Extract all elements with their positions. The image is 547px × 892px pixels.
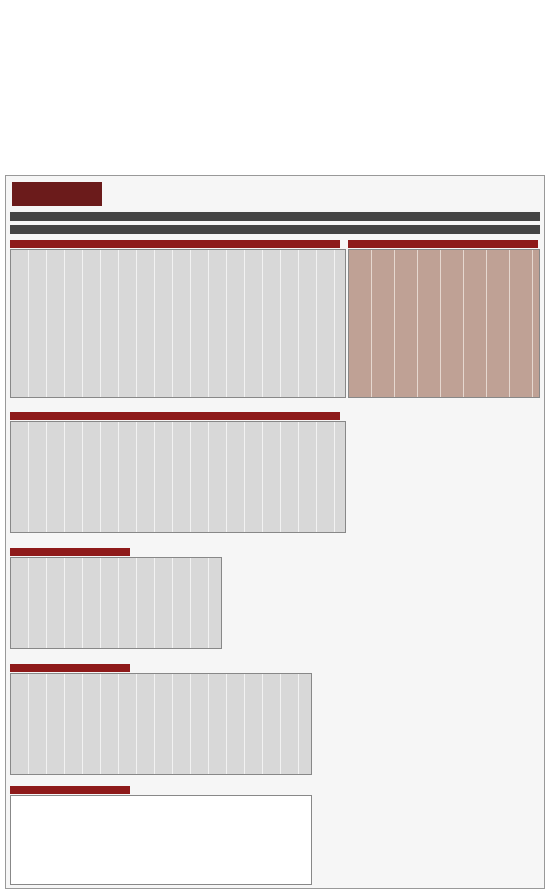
lab-logo [12,182,102,206]
patient-bar [10,212,540,221]
toxic-ratios-header [10,664,130,672]
additional-header [10,412,340,420]
toxic-chart [348,249,540,398]
receipt-row [370,96,374,110]
toxic-header [348,240,538,248]
nutritional-header [10,240,340,248]
hospital-code-row [10,76,21,90]
age-row [320,96,324,110]
chart-row [10,116,18,130]
patient-row [10,96,25,110]
scanned-lab-report [5,175,545,889]
doctor-row [370,56,374,70]
additional-chart [10,421,346,533]
significant-header [10,548,130,556]
report-date-row [370,134,374,148]
request-row [370,116,374,130]
dept-row [238,76,242,90]
request-bar [10,225,540,234]
nutritional-chart [10,249,346,398]
significant-chart [10,557,222,649]
sex-row [238,96,249,110]
additional-ratios-header [10,786,130,794]
rrn-row [10,134,25,148]
additional-ratios-table [10,795,312,885]
institution-row [10,56,14,70]
clinical-row [370,76,374,90]
toxic-ratios-chart [10,673,312,775]
